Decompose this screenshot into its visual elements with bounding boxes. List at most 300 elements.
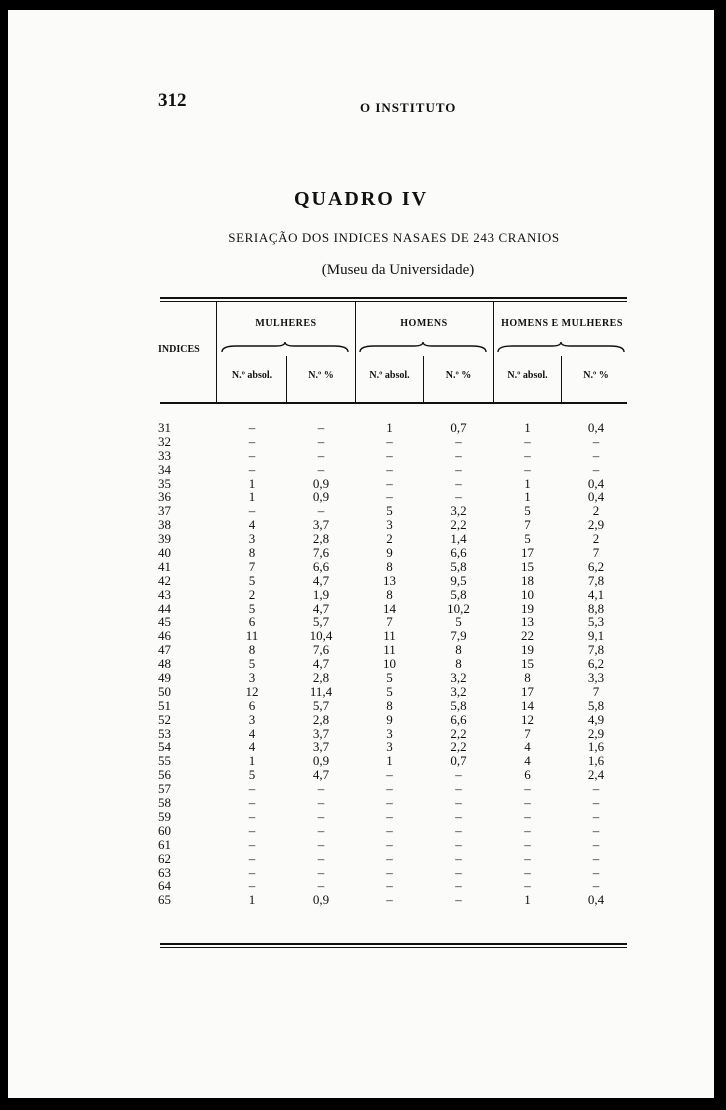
table-row (8, 504, 714, 518)
cell-total-absol: – (524, 850, 531, 866)
cell-homens-absol: – (386, 808, 393, 824)
table-row (8, 671, 714, 685)
cell-homens-absol: 8 (386, 558, 393, 574)
row-header-indices: INDICES (158, 344, 200, 355)
cell-homens-pct: – (455, 767, 462, 783)
table-row (8, 477, 714, 491)
table-title: QUADRO IV (293, 188, 429, 210)
cell-total-pct: 0,4 (587, 892, 605, 908)
cell-mulheres-pct: – (317, 864, 325, 880)
cell-mulheres-pct: 0,9 (312, 489, 330, 505)
cell-mulheres-absol: – (248, 420, 256, 435)
cell-index: 33 (158, 447, 171, 463)
cell-homens-absol: 11 (383, 628, 396, 644)
cell-homens-absol: 7 (386, 614, 393, 630)
cell-total-absol: – (524, 795, 531, 811)
cell-index: 34 (158, 461, 171, 477)
table-row (8, 449, 714, 463)
cell-index: 58 (158, 795, 171, 811)
cell-index: 54 (158, 739, 171, 755)
cell-total-absol: 1 (524, 420, 531, 435)
group-header-homens-e-mulheres: HOMENS E MULHERES (501, 318, 623, 329)
cell-mulheres-absol: 3 (248, 531, 256, 547)
cell-homens-pct: – (455, 808, 462, 824)
cell-homens-absol: – (386, 781, 393, 797)
cell-index: 35 (158, 475, 171, 491)
cell-homens-absol: 11 (383, 642, 396, 658)
table-row (8, 824, 714, 838)
cell-mulheres-pct: – (317, 781, 325, 797)
cell-mulheres-absol: 1 (248, 892, 256, 908)
column-divider (493, 302, 494, 402)
cell-total-pct: 7,8 (587, 572, 605, 588)
group-header-mulheres: MULHERES (255, 318, 317, 329)
cell-mulheres-absol: 4 (248, 725, 256, 741)
cell-homens-absol: 14 (383, 600, 396, 616)
cell-mulheres-pct: – (317, 878, 325, 894)
cell-total-pct: 2 (592, 503, 600, 519)
table-row (8, 740, 714, 754)
cell-homens-pct: 5 (455, 614, 462, 630)
cell-total-pct: 7,8 (587, 642, 605, 658)
cell-total-absol: 7 (524, 517, 531, 533)
cell-homens-pct: 1,4 (450, 531, 467, 547)
cell-homens-pct: – (455, 850, 462, 866)
cell-total-absol: 10 (521, 586, 534, 602)
cell-total-absol: 15 (521, 558, 534, 574)
cell-homens-absol: 2 (386, 531, 393, 547)
table-row (8, 754, 714, 768)
column-divider (216, 302, 217, 402)
cell-mulheres-pct: 4,7 (312, 767, 330, 783)
cell-mulheres-pct: 4,7 (312, 600, 330, 616)
cell-index: 55 (158, 753, 171, 769)
cell-index: 64 (158, 878, 171, 894)
cell-mulheres-pct: 2,8 (312, 711, 330, 727)
cell-mulheres-absol: – (248, 433, 256, 449)
cell-total-absol: 17 (521, 683, 534, 699)
cell-mulheres-pct: 4,7 (312, 572, 330, 588)
cell-mulheres-absol: 8 (248, 642, 256, 658)
cell-homens-pct: 7,9 (450, 628, 467, 644)
cell-mulheres-absol: 2 (248, 586, 256, 602)
cell-total-absol: – (524, 864, 531, 880)
cell-index: 61 (158, 836, 171, 852)
cell-index: 65 (158, 892, 171, 908)
cell-index: 39 (158, 531, 171, 547)
cell-index: 56 (158, 767, 171, 783)
table-body (8, 421, 714, 907)
cell-total-pct: 6,2 (587, 558, 605, 574)
table-row (8, 782, 714, 796)
table-row (8, 435, 714, 449)
cell-index: 60 (158, 822, 171, 838)
cell-total-absol: 5 (524, 531, 531, 547)
cell-mulheres-absol: – (248, 864, 256, 880)
table-row (8, 588, 714, 602)
table-row (8, 852, 714, 866)
book-page (8, 10, 714, 1098)
cell-homens-absol: 10 (383, 656, 396, 672)
cell-homens-absol: 9 (386, 545, 393, 561)
table-row (8, 713, 714, 727)
table-row (8, 796, 714, 810)
brace-homens-e-mulheres (496, 342, 626, 354)
cell-mulheres-pct: 0,9 (312, 753, 330, 769)
col-header-total-pct: N.º % (583, 370, 609, 381)
cell-mulheres-absol: – (248, 461, 256, 477)
table-row (8, 574, 714, 588)
cell-index: 49 (158, 670, 171, 686)
cell-index: 40 (158, 545, 171, 561)
cell-total-pct: – (592, 850, 600, 866)
cell-homens-pct: – (455, 433, 462, 449)
cell-homens-absol: 9 (386, 711, 393, 727)
cell-homens-pct: 2,2 (450, 725, 467, 741)
table-row (8, 893, 714, 907)
cell-total-absol: 15 (521, 656, 534, 672)
cell-total-absol: 1 (524, 892, 531, 908)
cell-mulheres-absol: 5 (248, 572, 256, 588)
table-row (8, 421, 714, 435)
cell-homens-absol: – (386, 433, 393, 449)
cell-mulheres-absol: – (248, 808, 256, 824)
cell-mulheres-absol: 3 (248, 670, 256, 686)
cell-mulheres-pct: – (317, 822, 325, 838)
cell-mulheres-absol: 12 (245, 683, 259, 699)
cell-total-absol: – (524, 808, 531, 824)
cell-mulheres-absol: – (248, 503, 256, 519)
cell-homens-absol: – (386, 767, 393, 783)
cell-total-pct: – (592, 433, 600, 449)
cell-homens-pct: 2,2 (450, 739, 467, 755)
cell-total-pct: 2 (592, 531, 600, 547)
cell-total-pct: 2,4 (587, 767, 605, 783)
cell-homens-pct: 5,8 (450, 697, 467, 713)
cell-homens-pct: – (455, 489, 462, 505)
cell-total-absol: 14 (521, 697, 534, 713)
table-row (8, 560, 714, 574)
cell-total-absol: 8 (524, 670, 531, 686)
cell-total-absol: – (524, 461, 531, 477)
cell-mulheres-absol: – (248, 822, 256, 838)
cell-total-absol: 19 (521, 600, 534, 616)
table-row (8, 838, 714, 852)
cell-index: 50 (158, 683, 171, 699)
cell-total-pct: – (592, 864, 600, 880)
cell-homens-pct: 10,2 (447, 600, 470, 616)
cell-index: 51 (158, 697, 171, 713)
cell-mulheres-absol: 5 (248, 600, 256, 616)
cell-total-absol: – (524, 836, 531, 852)
cell-mulheres-pct: – (317, 850, 325, 866)
table-bottom-rule (160, 943, 627, 945)
cell-total-pct: – (592, 461, 600, 477)
cell-homens-pct: 3,2 (450, 670, 467, 686)
cell-total-pct: 0,4 (587, 475, 605, 491)
cell-mulheres-pct: – (317, 795, 325, 811)
cell-mulheres-absol: 4 (248, 739, 256, 755)
cell-mulheres-absol: 11 (245, 628, 259, 644)
table-source: (Museu da Universidade) (321, 262, 475, 278)
cell-total-absol: 22 (521, 628, 534, 644)
cell-homens-absol: – (386, 489, 393, 505)
page-number: 312 (158, 90, 187, 111)
cell-homens-pct: 0,7 (450, 420, 467, 435)
cell-index: 62 (158, 850, 171, 866)
brace-homens (358, 342, 488, 354)
cell-homens-absol: 1 (386, 753, 393, 769)
cell-index: 36 (158, 489, 171, 505)
cell-homens-absol: – (386, 461, 393, 477)
cell-homens-absol: – (386, 447, 393, 463)
cell-index: 31 (158, 420, 171, 435)
cell-index: 47 (158, 642, 171, 658)
column-divider (355, 302, 356, 402)
table-row (8, 866, 714, 880)
table-row (8, 602, 714, 616)
cell-mulheres-pct: 3,7 (312, 739, 330, 755)
table-bottom-rule-2 (160, 947, 627, 948)
cell-total-absol: 4 (524, 739, 531, 755)
cell-mulheres-pct: 7,6 (312, 545, 330, 561)
cell-homens-pct: – (455, 781, 462, 797)
cell-index: 59 (158, 808, 171, 824)
cell-total-pct: 1,6 (587, 753, 605, 769)
cell-total-absol: 17 (521, 545, 534, 561)
cell-index: 44 (158, 600, 171, 616)
cell-total-pct: 5,8 (587, 697, 605, 713)
cell-total-pct: 8,8 (587, 600, 605, 616)
cell-index: 37 (158, 503, 171, 519)
cell-mulheres-pct: 2,8 (312, 670, 330, 686)
cell-mulheres-pct: – (317, 808, 325, 824)
cell-total-pct: – (592, 808, 600, 824)
table-subtitle: SERIAÇÃO DOS INDICES NASAES DE 243 CRANIOS (228, 230, 560, 245)
table-row (8, 615, 714, 629)
cell-mulheres-absol: – (248, 795, 256, 811)
cell-homens-absol: – (386, 864, 393, 880)
header-bottom-rule (160, 402, 627, 404)
table-row (8, 490, 714, 504)
table-row (8, 685, 714, 699)
cell-mulheres-pct: 5,7 (312, 697, 330, 713)
cell-mulheres-pct: – (317, 461, 325, 477)
cell-index: 38 (158, 517, 171, 533)
col-header-homens-pct: N.º % (445, 370, 472, 381)
cell-mulheres-pct: 6,6 (312, 558, 330, 574)
cell-total-pct: 7 (592, 545, 600, 561)
cell-homens-absol: 13 (383, 572, 396, 588)
cell-homens-absol: – (386, 475, 393, 491)
cell-homens-pct: 3,2 (450, 683, 467, 699)
cell-mulheres-absol: 1 (248, 489, 256, 505)
cell-homens-absol: 3 (386, 517, 393, 533)
cell-mulheres-absol: 1 (248, 753, 256, 769)
cell-total-pct: 3,3 (587, 670, 605, 686)
cell-mulheres-absol: 8 (248, 545, 256, 561)
cell-mulheres-pct: 3,7 (312, 517, 330, 533)
cell-total-absol: – (524, 781, 531, 797)
cell-mulheres-absol: – (248, 850, 256, 866)
table-row (8, 727, 714, 741)
table-top-rule (160, 297, 627, 299)
cell-homens-absol: 5 (386, 503, 393, 519)
cell-mulheres-absol: – (248, 447, 256, 463)
table-top-rule-2 (160, 301, 627, 302)
cell-homens-pct: – (455, 461, 462, 477)
cell-homens-pct: – (455, 836, 462, 852)
cell-mulheres-absol: 5 (248, 767, 256, 783)
cell-homens-pct: 0,7 (450, 753, 467, 769)
col-header-homens-absol: N.º absol. (369, 370, 410, 381)
cell-total-pct: 2,9 (587, 517, 605, 533)
cell-homens-absol: – (386, 795, 393, 811)
cell-index: 57 (158, 781, 171, 797)
table-row (8, 532, 714, 546)
cell-index: 41 (158, 558, 171, 574)
cell-mulheres-pct: 11,4 (309, 683, 333, 699)
cell-homens-pct: – (455, 892, 462, 908)
cell-mulheres-absol: 5 (248, 656, 256, 672)
brace-mulheres (220, 342, 350, 354)
cell-mulheres-pct: 0,9 (312, 892, 330, 908)
cell-mulheres-absol: 6 (248, 697, 256, 713)
table-row (8, 629, 714, 643)
cell-total-absol: 12 (521, 711, 534, 727)
cell-total-pct: – (592, 878, 600, 894)
cell-total-pct: 1,6 (587, 739, 605, 755)
cell-homens-pct: – (455, 822, 462, 838)
cell-total-pct: 4,1 (587, 586, 605, 602)
col-header-mulheres-absol: N.º absol. (231, 370, 273, 381)
cell-homens-pct: – (455, 795, 462, 811)
cell-total-absol: 1 (524, 475, 531, 491)
cell-total-absol: 13 (521, 614, 534, 630)
cell-homens-pct: 3,2 (450, 503, 467, 519)
table-row (8, 699, 714, 713)
cell-total-pct: 2,9 (587, 725, 605, 741)
table-row (8, 518, 714, 532)
cell-mulheres-pct: 0,9 (312, 475, 330, 491)
cell-index: 46 (158, 628, 171, 644)
table-row (8, 643, 714, 657)
cell-total-absol: – (524, 822, 531, 838)
cell-total-absol: 18 (521, 572, 534, 588)
cell-homens-pct: 5,8 (450, 586, 467, 602)
cell-total-pct: 0,4 (587, 489, 605, 505)
cell-total-pct: 4,9 (587, 711, 605, 727)
cell-homens-pct: – (455, 447, 462, 463)
cell-mulheres-absol: 3 (248, 711, 256, 727)
cell-total-absol: – (524, 878, 531, 894)
cell-index: 48 (158, 656, 171, 672)
cell-mulheres-pct: – (317, 420, 325, 435)
cell-total-pct: – (592, 795, 600, 811)
cell-mulheres-pct: – (317, 447, 325, 463)
cell-total-absol: – (524, 447, 531, 463)
cell-homens-pct: – (455, 878, 462, 894)
table-row (8, 810, 714, 824)
table-row (8, 463, 714, 477)
cell-index: 52 (158, 711, 171, 727)
table-row (8, 546, 714, 560)
cell-total-absol: 1 (524, 489, 531, 505)
table-row (8, 657, 714, 671)
cell-index: 63 (158, 864, 171, 880)
cell-homens-absol: – (386, 850, 393, 866)
cell-homens-absol: 3 (386, 725, 393, 741)
cell-mulheres-pct: – (317, 503, 325, 519)
cell-total-pct: – (592, 781, 600, 797)
cell-homens-absol: 8 (386, 586, 393, 602)
cell-total-pct: – (592, 447, 600, 463)
cell-total-absol: 5 (524, 503, 531, 519)
cell-mulheres-pct: 7,6 (312, 642, 330, 658)
cell-mulheres-pct: – (317, 836, 325, 852)
table-row (8, 768, 714, 782)
cell-index: 53 (158, 725, 171, 741)
cell-total-absol: 6 (524, 767, 531, 783)
cell-total-pct: 0,4 (587, 420, 605, 435)
cell-homens-absol: – (386, 822, 393, 838)
cell-homens-pct: 6,6 (450, 711, 467, 727)
table-row (8, 879, 714, 893)
cell-mulheres-pct: 4,7 (312, 656, 330, 672)
cell-homens-absol: 8 (386, 697, 393, 713)
cell-homens-pct: – (455, 864, 462, 880)
running-head: O INSTITUTO (360, 100, 457, 115)
cell-mulheres-pct: 1,9 (312, 586, 330, 602)
cell-homens-absol: – (386, 878, 393, 894)
cell-mulheres-pct: 2,8 (312, 531, 330, 547)
cell-total-absol: 4 (524, 753, 531, 769)
cell-mulheres-absol: – (248, 836, 256, 852)
cell-total-pct: 6,2 (587, 656, 605, 672)
cell-mulheres-absol: 6 (248, 614, 256, 630)
cell-mulheres-absol: – (248, 781, 256, 797)
cell-total-pct: 9,1 (587, 628, 605, 644)
cell-index: 32 (158, 433, 171, 449)
cell-total-absol: 7 (524, 725, 531, 741)
cell-homens-absol: 5 (386, 683, 393, 699)
cell-index: 45 (158, 614, 171, 630)
cell-mulheres-pct: 3,7 (312, 725, 330, 741)
cell-homens-pct: 8 (455, 642, 462, 658)
col-header-mulheres-pct: N.º % (308, 370, 334, 381)
cell-homens-pct: 6,6 (450, 545, 467, 561)
cell-mulheres-absol: 4 (248, 517, 256, 533)
cell-homens-pct: 5,8 (450, 558, 467, 574)
cell-mulheres-pct: – (317, 433, 325, 449)
cell-total-pct: – (592, 822, 600, 838)
cell-homens-absol: – (386, 836, 393, 852)
cell-total-pct: 7 (592, 683, 600, 699)
cell-total-pct: 5,3 (587, 614, 605, 630)
cell-mulheres-pct: 10,4 (309, 628, 333, 644)
group-header-homens: HOMENS (400, 318, 448, 329)
cell-total-absol: 19 (521, 642, 534, 658)
cell-homens-pct: – (455, 475, 462, 491)
cell-mulheres-pct: 5,7 (312, 614, 330, 630)
cell-mulheres-absol: 1 (248, 475, 256, 491)
cell-homens-pct: 8 (455, 656, 462, 672)
cell-homens-pct: 9,5 (450, 572, 467, 588)
col-header-total-absol: N.º absol. (507, 370, 548, 381)
cell-mulheres-absol: 7 (248, 558, 256, 574)
cell-homens-pct: 2,2 (450, 517, 467, 533)
cell-homens-absol: 1 (386, 420, 393, 435)
